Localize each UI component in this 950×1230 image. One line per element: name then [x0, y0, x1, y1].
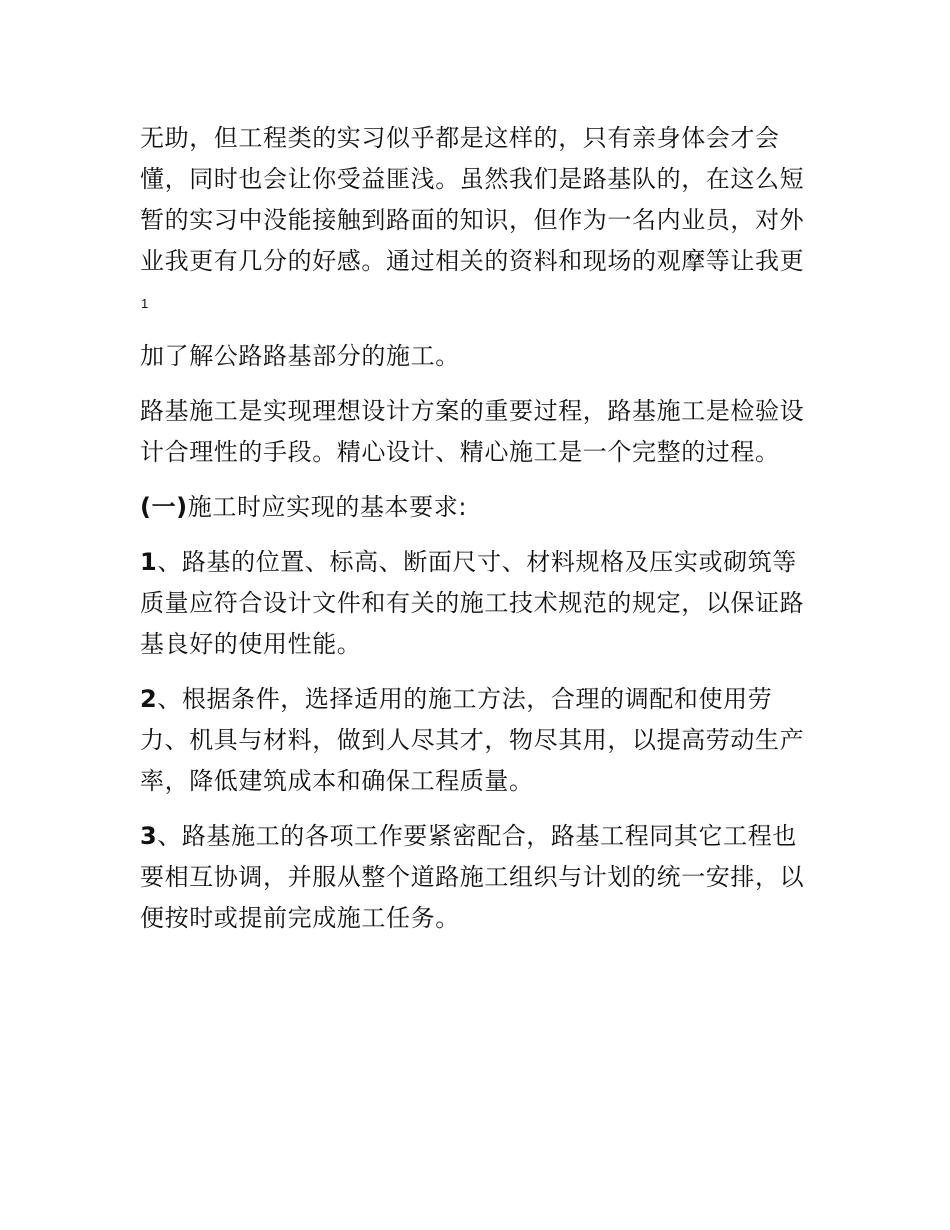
list-item	[140, 679, 820, 802]
section-heading	[140, 487, 820, 528]
list-item-number: 3	[140, 822, 158, 850]
list-item	[140, 816, 820, 939]
list-item	[140, 542, 820, 665]
document-page	[140, 118, 820, 939]
list-item-number: 2	[140, 685, 158, 713]
list-item-text: 、路基施工的各项工作要紧密配合，路基工程同其它工程也要相互协调，并服从整个道路施工组织与计划的统一安排，以便按时或提前完成施工任务。	[140, 822, 805, 932]
section-heading-text: 施工时应实现的基本要求:	[187, 493, 468, 521]
list-item-number: 1	[140, 548, 158, 576]
paragraph-continuation: 无助，但工程类的实习似乎都是这样的，只有亲身体会才会懂，同时也会让你受益匪浅。虽然我们是路基队的，在这么短暂的实习中没能接触到路面的知识，但作为一名内业员，对外业我更有几分的好感。通过相关的资料和现场的观摩等让我更	[140, 124, 805, 275]
paragraph-description: 路基施工是实现理想设计方案的重要过程，路基施工是检验设计合理性的手段。精心设计、精心施工是一个完整的过程。	[140, 397, 805, 466]
paragraph-intro: 加了解公路路基部分的施工。	[140, 342, 460, 370]
list-item-text: 、路基的位置、标高、断面尺寸、材料规格及压实或砌筑等质量应符合设计文件和有关的施工技术规范的规定，以保证路基良好的使用性能。	[140, 548, 805, 658]
page-number: 1	[141, 296, 149, 311]
section-marker: (一)	[140, 493, 188, 521]
list-item-text: 、根据条件，选择适用的施工方法，合理的调配和使用劳力、机具与材料，做到人尽其才，物尽其用，以提高劳动生产率，降低建筑成本和确保工程质量。	[140, 685, 805, 795]
